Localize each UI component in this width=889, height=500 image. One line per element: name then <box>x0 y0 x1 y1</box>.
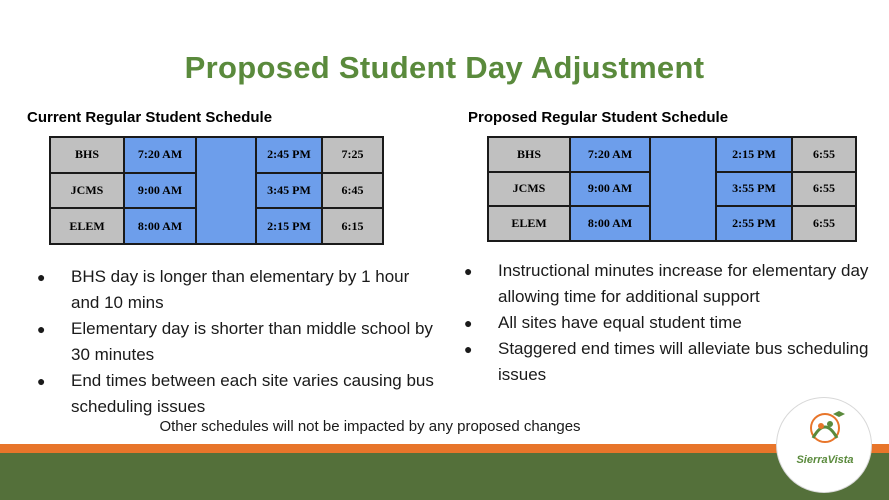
end-cell: 2:45 PM <box>256 137 322 173</box>
duration-cell: 6:55 <box>792 206 856 241</box>
bullet-icon: ● <box>464 315 473 331</box>
end-cell: 2:15 PM <box>256 208 322 244</box>
current-bullet-list <box>37 264 442 420</box>
district-logo-icon <box>777 398 873 494</box>
proposed-schedule-table <box>487 136 857 242</box>
start-cell: 7:20 AM <box>570 137 650 172</box>
logo-name: SierraVista <box>796 454 854 466</box>
list-item: ● Instructional minutes increase for elementary day allowing time for additional support <box>464 258 874 310</box>
page-title: Proposed Student Day Adjustment <box>184 50 705 85</box>
site-cell: BHS <box>50 137 124 173</box>
list-item: ● All sites have equal student time <box>464 310 874 336</box>
site-cell: ELEM <box>488 206 570 241</box>
start-cell: 9:00 AM <box>124 173 196 209</box>
footer-green-band <box>0 453 889 500</box>
bullet-icon: ● <box>464 263 473 279</box>
end-cell: 3:55 PM <box>716 172 792 207</box>
duration-cell: 7:25 <box>322 137 383 173</box>
duration-cell: 6:45 <box>322 173 383 209</box>
end-cell: 3:45 PM <box>256 173 322 209</box>
bullet-icon: ● <box>37 373 46 389</box>
bullet-icon: ● <box>37 269 46 285</box>
list-item: ● End times between each site varies causing bus scheduling issues <box>37 368 442 420</box>
start-cell: 9:00 AM <box>570 172 650 207</box>
footnote: Other schedules will not be impacted by any proposed changes <box>159 418 581 435</box>
table-row <box>488 137 856 172</box>
gap-cell <box>650 137 716 241</box>
end-cell: 2:15 PM <box>716 137 792 172</box>
duration-cell: 6:55 <box>792 137 856 172</box>
current-schedule-table <box>49 136 384 245</box>
list-item: ● Staggered end times will alleviate bus scheduling issues <box>464 336 874 388</box>
footer-orange-band <box>0 444 889 453</box>
site-cell: BHS <box>488 137 570 172</box>
gap-cell <box>196 137 256 244</box>
site-cell: JCMS <box>50 173 124 209</box>
list-item: ● Elementary day is shorter than middle school by 30 minutes <box>37 316 442 368</box>
bullet-icon: ● <box>464 341 473 357</box>
duration-cell: 6:55 <box>792 172 856 207</box>
bullet-icon: ● <box>37 321 46 337</box>
table-row <box>50 137 383 173</box>
district-logo <box>776 397 872 493</box>
start-cell: 8:00 AM <box>570 206 650 241</box>
proposed-schedule-heading: Proposed Regular Student Schedule <box>468 109 729 126</box>
start-cell: 7:20 AM <box>124 137 196 173</box>
list-item: ● BHS day is longer than elementary by 1 hour and 10 mins <box>37 264 442 316</box>
start-cell: 8:00 AM <box>124 208 196 244</box>
end-cell: 2:55 PM <box>716 206 792 241</box>
site-cell: JCMS <box>488 172 570 207</box>
proposed-bullet-list <box>464 258 874 388</box>
site-cell: ELEM <box>50 208 124 244</box>
current-schedule-heading: Current Regular Student Schedule <box>27 109 273 126</box>
duration-cell: 6:15 <box>322 208 383 244</box>
